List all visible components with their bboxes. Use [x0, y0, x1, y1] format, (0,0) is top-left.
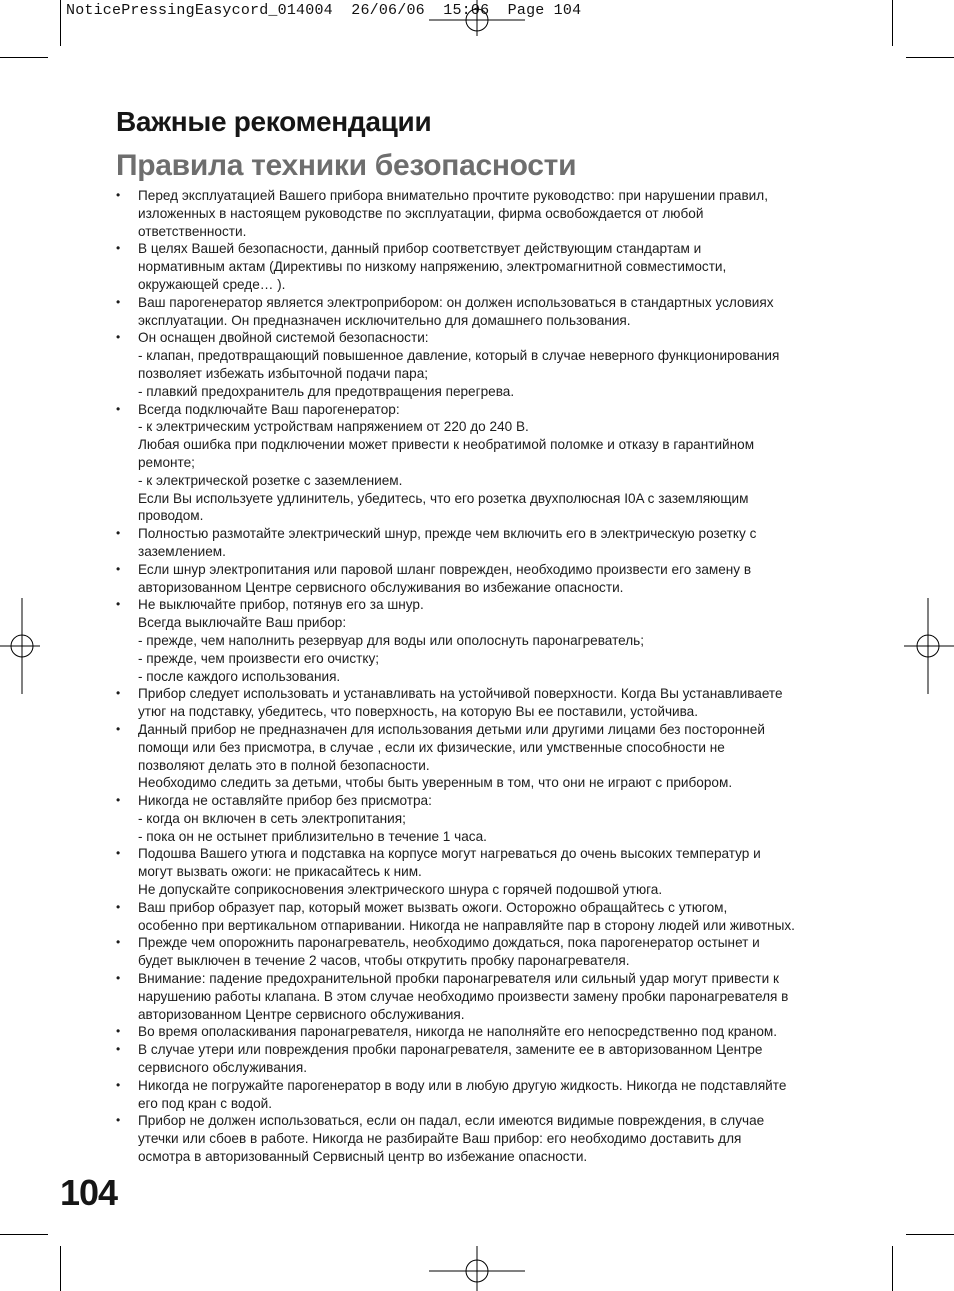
list-item	[116, 401, 846, 526]
list-item-text-line: особенно при вертикальном отпаривании. Никогда не направляйте пар в сторону людей или животных.	[138, 917, 795, 933]
list-item-text-line: Перед эксплуатацией Вашего прибора внимательно прочтите руководство: при нарушении правил,	[138, 188, 768, 203]
list-item-text-line: позволяют делать это в полной безопасности.	[138, 757, 430, 773]
bullet-icon: •	[116, 899, 121, 914]
list-item-text-line: Любая ошибка при подключении может привести к необратимой поломке и отказу в гарантийном	[138, 437, 755, 453]
list-item-text-line: ответственности.	[138, 223, 247, 239]
registration-mark-top	[429, 0, 525, 36]
bullet-icon: •	[116, 526, 121, 541]
list-item-text-line: его под кран с водой.	[138, 1095, 273, 1111]
list-item	[116, 596, 846, 685]
list-item-text-line: сервисного обслуживания.	[138, 1060, 308, 1076]
list-item-text-line: - к электрической розетке с заземлением.	[138, 472, 403, 488]
list-item-text-line: Всегда подключайте Ваш парогенератор:	[138, 401, 400, 417]
registration-mark-right	[904, 598, 954, 694]
list-item-text-line: Никогда не погружайте парогенератор в воду или в любую другую жидкость. Никогда не подставляйте	[138, 1077, 787, 1093]
crop-mark-bottom-right-horizontal	[906, 1234, 954, 1235]
list-item	[116, 187, 846, 240]
list-item-text-line: Прибор не должен использоваться, если он падал, если имеются видимые повреждения, в случае	[138, 1113, 765, 1129]
list-item-text-line: Ваш парогенератор является электроприбором: он должен использоваться в стандартных условиях	[138, 294, 774, 310]
list-item-text-line: Не выключайте прибор, потянув его за шнур.	[138, 597, 424, 613]
list-item-text-line: ремонте;	[138, 454, 195, 470]
page-number: 104	[60, 1172, 118, 1213]
list-item	[116, 561, 846, 597]
list-item-text-line: - пока он не остынет приблизительно в течение 1 часа.	[138, 828, 487, 844]
crop-mark-top-right-vertical	[892, 0, 893, 46]
bullet-icon: •	[116, 241, 121, 256]
list-item	[116, 792, 846, 845]
list-item	[116, 1023, 846, 1041]
bullet-icon: •	[116, 401, 121, 416]
bullet-icon: •	[116, 597, 121, 612]
list-item-text-line: заземлением.	[138, 543, 226, 559]
crop-mark-bottom-right-vertical	[892, 1246, 893, 1291]
registration-mark-left	[0, 598, 40, 694]
list-item-text-line: Полностью размотайте электрический шнур, прежде чем включить его в электрическую розетку с	[138, 526, 757, 542]
list-item	[116, 685, 846, 721]
crop-mark-top-left-vertical	[60, 0, 61, 46]
registration-mark-bottom	[429, 1246, 525, 1291]
list-item-text-line: Прибор следует использовать и устанавливать на устойчивой поверхности. Когда Вы устанавливаете	[138, 686, 783, 702]
bullet-icon: •	[116, 1042, 121, 1057]
list-item-text-line: могут вызвать ожоги: не прикасайтесь к ним.	[138, 864, 422, 880]
list-item-text-line: Всегда выключайте Ваш прибор:	[138, 615, 347, 631]
page-heading: Важные рекомендации	[116, 106, 432, 137]
bullet-icon: •	[116, 971, 121, 986]
list-item-text-line: Никогда не оставляйте прибор без присмотра:	[138, 793, 432, 809]
list-item-text-line: Необходимо следить за детьми, чтобы быть уверенным в том, что они не играют с прибором.	[138, 775, 733, 791]
list-item-text-line: авторизованном Центре сервисного обслуживания.	[138, 1006, 465, 1022]
list-item	[116, 525, 846, 561]
list-item-text-line: - клапан, предотвращающий повышенное давление, который в случае неверного функционирования	[138, 348, 780, 364]
list-item-text-line: Если Вы используете удлинитель, убедитесь, что его розетка двухполюсная I0A с заземляющим	[138, 490, 749, 506]
list-item	[116, 1077, 846, 1113]
list-item-text-line: В целях Вашей безопасности, данный прибор соответствует действующим стандартам и	[138, 241, 702, 257]
crop-mark-bottom-left-horizontal	[0, 1234, 48, 1235]
bullet-icon: •	[116, 686, 121, 701]
crop-mark-bottom-left-vertical	[60, 1246, 61, 1291]
bullet-icon: •	[116, 721, 121, 736]
bullet-icon: •	[116, 793, 121, 808]
list-item-text-line: нормативным актам (Директивы по низкому напряжению, электромагнитной совместимости,	[138, 259, 727, 275]
bullet-icon: •	[116, 1113, 121, 1128]
list-item-text-line: позволяет избежать избыточной подачи пара;	[138, 365, 429, 381]
section-heading: Правила техники безопасности	[116, 149, 577, 182]
list-item-text-line: Внимание: падение предохранительной пробки паронагревателя или сильный удар могут привести к	[138, 971, 779, 987]
list-item-text-line: - после каждого использования.	[138, 668, 341, 684]
list-item-text-line: - прежде, чем произвести его очистку;	[138, 650, 380, 666]
bullet-icon: •	[116, 846, 121, 861]
list-item-text-line: Прежде чем опорожнить паронагреватель, необходимо дождаться, пока парогенератор остынет и	[138, 935, 760, 951]
crop-mark-top-right-horizontal	[906, 57, 954, 58]
list-item-text-line: помощи или без присмотра, в случае , если их физические, или умственные способности не	[138, 739, 725, 755]
list-item-text-line: окружающей среде… ).	[138, 276, 286, 292]
bullet-icon: •	[116, 935, 121, 950]
bullet-icon: •	[116, 188, 121, 202]
list-item-text-line: изложенных в настоящем руководстве по эксплуатации, фирма освобождается от любой	[138, 205, 704, 221]
list-item-text-line: Данный прибор не предназначен для использования детьми или другими лицами без посторонней	[138, 721, 765, 737]
bullet-icon: •	[116, 330, 121, 345]
list-item	[116, 294, 846, 330]
bullet-icon: •	[116, 1077, 121, 1092]
list-item-text-line: утюг на подставку, убедитесь, что поверхность, на которую Вы ее поставили, устойчива.	[138, 704, 699, 720]
list-item-text-line: нарушению работы клапана. В этом случае необходимо произвести замену пробки паронагревателя в	[138, 988, 789, 1004]
list-item-text-line: авторизованном Центре сервисного обслуживания во избежание опасности.	[138, 579, 624, 595]
list-item-text-line: Во время ополаскивания паронагревателя, никогда не наполняйте его непосредственно под краном.	[138, 1024, 778, 1040]
list-item	[116, 1112, 846, 1165]
list-item-text-line: - прежде, чем наполнить резервуар для воды или ополоснуть паронагреватель;	[138, 632, 645, 648]
list-item-text-line: Ваш прибор образует пар, который может вызвать ожоги. Осторожно обращайтесь с утюгом,	[138, 899, 728, 915]
list-item	[116, 845, 846, 898]
list-item-text-line: эксплуатации. Он предназначен исключительно для домашнего пользования.	[138, 312, 631, 328]
list-item-text-line: - когда он включен в сеть электропитания;	[138, 810, 406, 826]
list-item-text-line: - плавкий предохранитель для предотвращения перегрева.	[138, 383, 515, 399]
list-item	[116, 721, 846, 792]
safety-rules-list	[116, 187, 846, 1166]
list-item-text-line: Подошва Вашего утюга и подставка на корпусе могут нагреваться до очень высоких температур и	[138, 846, 761, 862]
list-item-text-line: будет выключен в течение 2 часов, чтобы открутить пробку паронагревателя.	[138, 953, 630, 969]
list-item	[116, 899, 846, 935]
bullet-icon: •	[116, 294, 121, 309]
list-item-text-line: - к электрическим устройствам напряжением от 220 до 240 В.	[138, 419, 529, 435]
list-item-text-line: проводом.	[138, 508, 204, 524]
bullet-icon: •	[116, 561, 121, 576]
list-item-text-line: Не допускайте соприкосновения электрического шнура с горячей подошвой утюга.	[138, 882, 663, 898]
list-item	[116, 970, 846, 1023]
list-item	[116, 934, 846, 970]
bullet-icon: •	[116, 1024, 121, 1039]
list-item-text-line: Если шнур электропитания или паровой шланг поврежден, необходимо произвести его замену в	[138, 561, 752, 577]
list-item	[116, 240, 846, 293]
print-slug: NoticePressingEasycord_014004 26/06/06 15:06 Page 104	[66, 2, 582, 19]
list-item	[116, 329, 846, 400]
list-item-text-line: утечки или сбоев в работе. Никогда не разбирайте Ваш прибор: его необходимо доставить для	[138, 1131, 742, 1147]
list-item-text-line: В случае утери или повреждения пробки паронагревателя, замените ее в авторизованном Центре	[138, 1042, 763, 1058]
list-item	[116, 1041, 846, 1077]
list-item-text-line: Он оснащен двойной системой безопасности:	[138, 330, 429, 346]
crop-mark-top-left-horizontal	[0, 57, 48, 58]
list-item-text-line: осмотра в авторизованный Сервисный центр во избежание опасности.	[138, 1149, 588, 1165]
